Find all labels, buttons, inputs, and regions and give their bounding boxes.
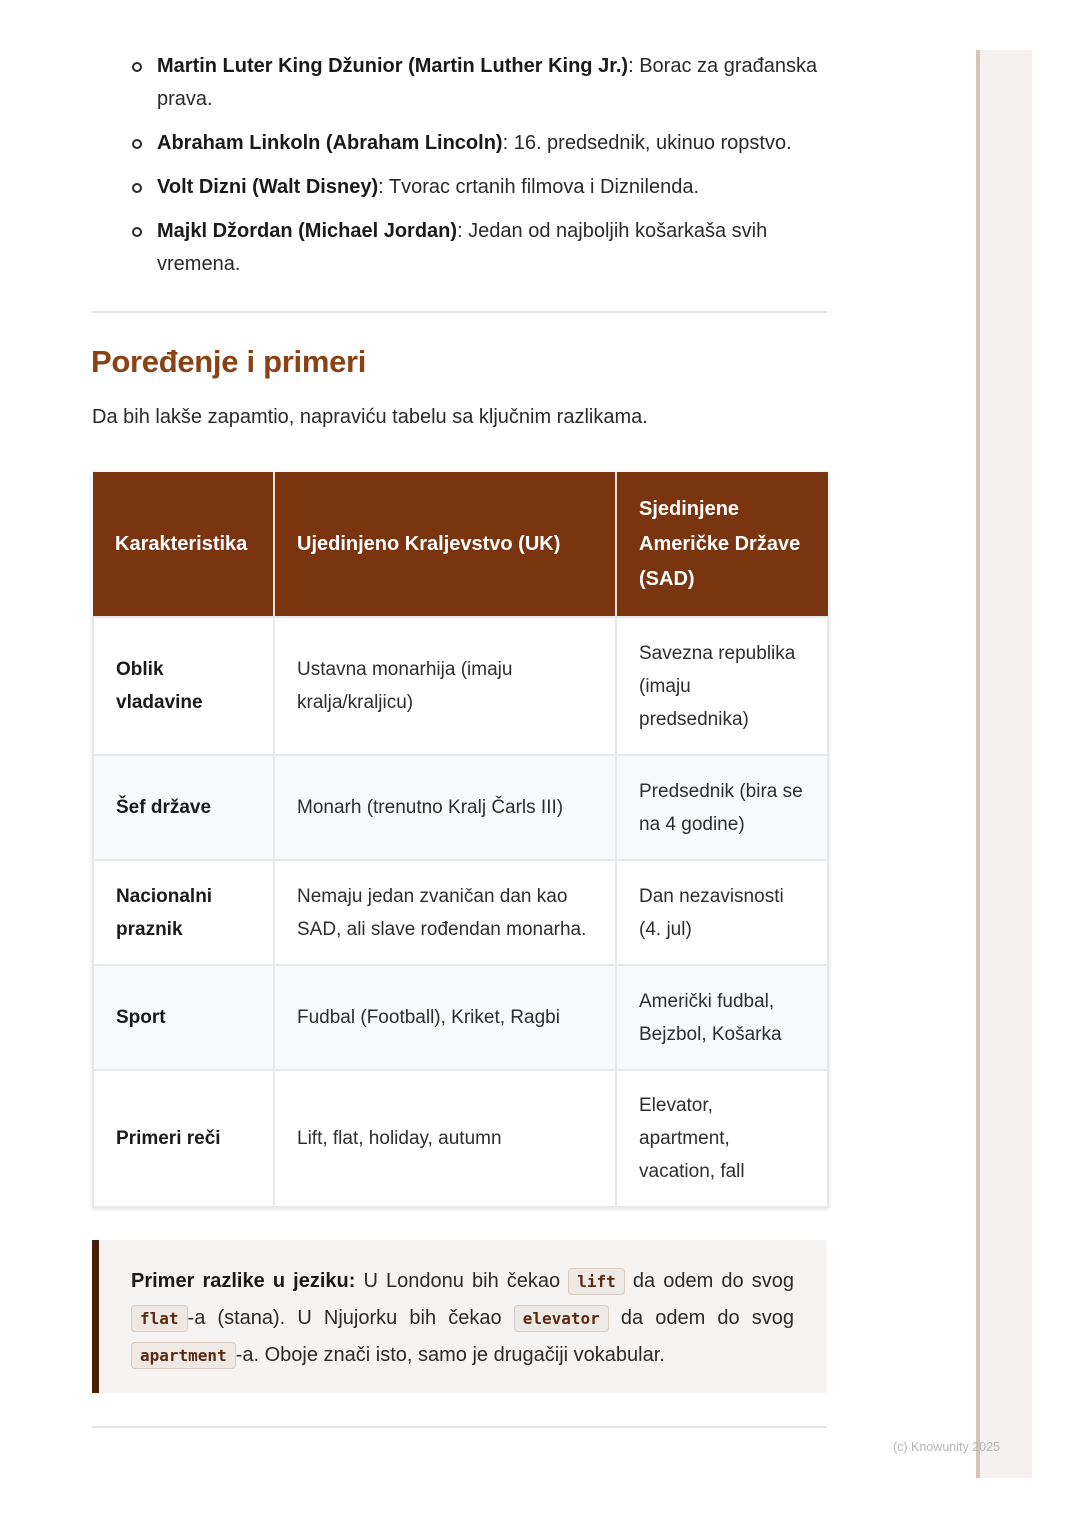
note-text: da odem do svog — [624, 1270, 794, 1292]
page-side-panel — [976, 50, 1032, 1478]
list-item — [130, 215, 830, 281]
bullet-circle-icon — [132, 183, 142, 193]
usa-cell: Savezna republika (imaju predsednika) — [616, 617, 828, 755]
code-term-lift: lift — [568, 1268, 625, 1295]
bullet-circle-icon — [132, 139, 142, 149]
person-description: : 16. predsednik, ukinuo ropstvo. — [502, 132, 792, 154]
divider — [92, 311, 827, 313]
list-item — [130, 50, 830, 116]
note-text: -a (stana). U Njujorku bih čekao — [187, 1307, 514, 1329]
person-name: Abraham Linkoln (Abraham Lincoln) — [157, 132, 503, 154]
table-row — [93, 1070, 828, 1207]
bullet-circle-icon — [132, 62, 142, 72]
uk-cell: Fudbal (Football), Kriket, Ragbi — [274, 965, 616, 1070]
table-row — [93, 755, 828, 860]
section-intro: Da bih lakše zapamtio, napraviću tabelu sa ključnim razlikama. — [92, 406, 648, 428]
row-label: Nacionalni praznik — [93, 860, 274, 965]
person-name: Martin Luter King Džunior (Martin Luther King Jr.) — [157, 55, 629, 77]
side-panel-rule — [976, 50, 980, 1478]
list-item — [130, 127, 830, 160]
person-name: Volt Dizni (Walt Disney) — [157, 176, 379, 198]
note-text: da odem do svog — [608, 1307, 794, 1329]
row-label: Oblik vladavine — [93, 617, 274, 755]
column-header-usa: Sjedinjene Američke Države (SAD) — [616, 472, 828, 617]
usa-cell: Dan nezavisnosti (4. jul) — [616, 860, 828, 965]
uk-cell: Ustavna monarhija (imaju kralja/kraljicu) — [274, 617, 616, 755]
note-text: -a. Oboje znači isto, samo je drugačiji vokabular. — [235, 1344, 665, 1366]
divider — [92, 1426, 827, 1428]
language-example-note — [92, 1240, 827, 1393]
code-term-apartment: apartment — [131, 1342, 236, 1369]
person-description: : Tvorac crtanih filmova i Diznilenda. — [378, 176, 699, 198]
note-label: Primer razlike u jeziku: — [131, 1270, 356, 1292]
usa-cell: Američki fudbal, Bejzbol, Košarka — [616, 965, 828, 1070]
usa-cell: Elevator, apartment, vacation, fall — [616, 1070, 828, 1207]
table-row — [93, 617, 828, 755]
list-item — [130, 171, 830, 204]
uk-cell: Lift, flat, holiday, autumn — [274, 1070, 616, 1207]
row-label: Primeri reči — [93, 1070, 274, 1207]
person-description: : Jedan od najboljih košarkaša svih vremena. — [157, 220, 768, 275]
person-description: : Borac za građanska prava. — [157, 55, 818, 110]
comparison-table — [92, 472, 829, 1208]
copyright-footer: (c) Knowunity 2025 — [893, 1440, 1001, 1454]
section-title: Poređenje i primeri — [91, 344, 367, 379]
code-term-flat: flat — [131, 1305, 188, 1332]
person-name: Majkl Džordan (Michael Jordan) — [157, 220, 458, 242]
uk-cell: Monarh (trenutno Kralj Čarls III) — [274, 755, 616, 860]
column-header-uk: Ujedinjeno Kraljevstvo (UK) — [274, 472, 616, 617]
bullet-circle-icon — [132, 227, 142, 237]
row-label: Sport — [93, 965, 274, 1070]
row-label: Šef države — [93, 755, 274, 860]
table-row — [93, 965, 828, 1070]
people-list — [130, 50, 830, 292]
table-header-row — [93, 472, 828, 617]
note-text: U Londonu bih čekao — [355, 1270, 569, 1292]
usa-cell: Predsednik (bira se na 4 godine) — [616, 755, 828, 860]
table-row — [93, 860, 828, 965]
code-term-elevator: elevator — [514, 1305, 609, 1332]
uk-cell: Nemaju jedan zvaničan dan kao SAD, ali slave rođendan monarha. — [274, 860, 616, 965]
column-header-characteristic: Karakteristika — [93, 472, 274, 617]
